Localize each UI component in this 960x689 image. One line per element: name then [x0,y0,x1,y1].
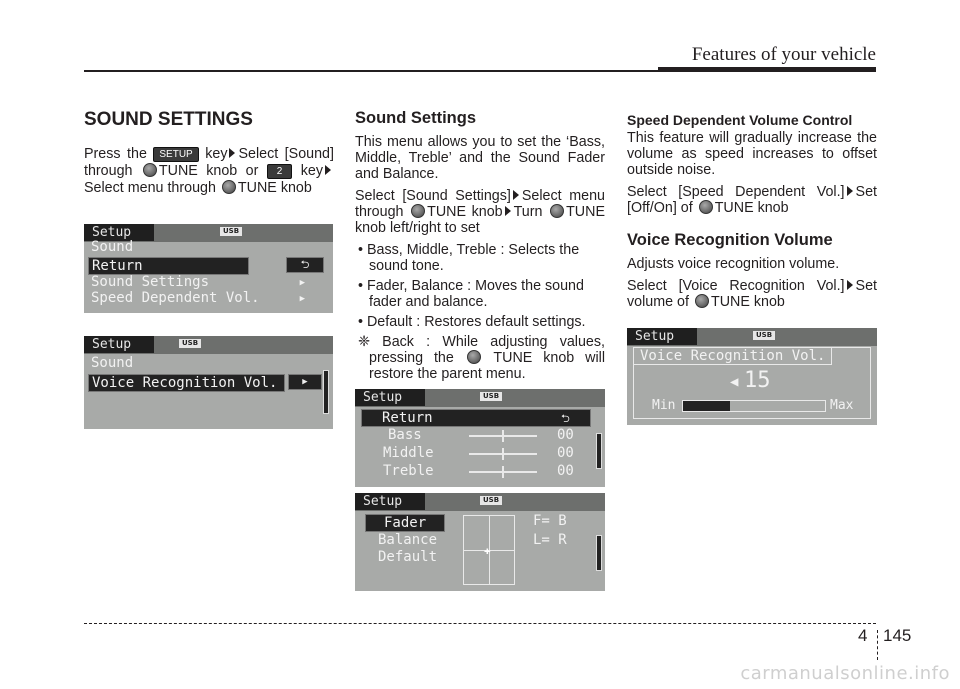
column-3 [627,110,877,316]
menu-item-return[interactable]: Return [88,257,249,275]
tune-knob-icon [699,200,713,214]
tune-knob-icon [467,350,481,364]
volume-title: Voice Recognition Vol. [634,348,832,365]
tune-knob-icon [550,204,564,218]
usb-badge: USB [179,339,201,348]
sub-heading: Speed Dependent Volume Control [627,112,853,128]
max-label: Max [830,398,854,413]
tone-row-middle[interactable] [355,445,605,462]
tune-knob-icon [695,294,709,308]
screen-tone-settings [355,389,605,487]
arrow-right-icon [505,206,511,216]
screen-fader-balance [355,493,605,591]
running-header: Features of your vehicle [691,44,876,65]
fader-balance-grid[interactable] [463,515,515,585]
volume-value: 15 [744,368,771,393]
tone-value: 00 [557,427,574,443]
arrow-right-icon [325,165,331,175]
column-2 [355,110,605,386]
return-icon: ⮌ [561,412,570,425]
tone-row-bass[interactable] [355,427,605,444]
fader-value: F= B [533,513,567,529]
bullet-item: • Bass, Middle, Treble : Selects the sound tone. [358,242,580,274]
tone-label: Bass [388,427,422,443]
menu-item-default[interactable]: Default [378,549,438,565]
paragraph: Adjusts voice recognition volume. [627,256,840,272]
usb-badge: USB [480,496,502,505]
paragraph: This feature will gradually increase the volume as speed increases to offset outside noise. [627,130,877,178]
speaker-icon: ◀ [730,374,739,390]
section-heading: Sound Settings [355,109,476,127]
setup-tab: Setup [355,389,425,406]
chevron-right-icon: ▶ [288,374,322,390]
section-heading: Voice Recognition Volume [627,231,833,249]
menu-item-sound-settings[interactable]: Sound Settings [91,274,210,290]
position-marker-icon: ✚ [484,544,491,557]
menu-item-balance[interactable]: Balance [378,532,438,548]
speed-vol-instructions: Select [Speed Dependent Vol.] Set [Off/On] of TUNE knob [627,184,877,216]
screen-sound-menu [84,224,333,313]
scrollbar[interactable] [596,433,602,469]
screen-sound-menu-voice [84,336,333,429]
volume-panel [633,347,871,419]
setup-tab: Setup [355,493,425,510]
min-label: Min [652,398,676,413]
tone-label: Middle [383,445,434,461]
menu-title: Sound [91,355,134,371]
watermark: carmanualsonline.info [740,663,950,684]
tone-slider[interactable] [469,435,537,437]
usb-badge: USB [753,331,775,340]
tone-slider[interactable] [469,471,537,473]
setup-tab: Setup [84,224,154,241]
setup-instructions: Press the SETUP key Select [Sound] through TUNE knob or 2 key Select menu through TUNE knob [84,146,334,196]
usb-badge: USB [480,392,502,401]
usb-badge: USB [220,227,242,236]
tone-slider[interactable] [469,453,537,455]
arrow-right-icon [847,280,853,290]
paragraph: This menu allows you to set the ‘Bass, Middle, Treble’ and the Sound Fader and Balance. [355,134,605,182]
setup-key-icon: SETUP [153,147,198,162]
bullet-item: • Fader, Balance : Moves the sound fader and balance. [358,278,584,310]
return-icon: ⮌ [286,257,324,273]
tune-knob-icon [222,180,236,194]
setup-tab: Setup [84,336,154,353]
voice-vol-instructions: Select [Voice Recognition Vol.] Set volume of TUNE knob [627,278,877,310]
tone-label: Treble [383,463,434,479]
tone-value: 00 [557,463,574,479]
scrollbar[interactable] [596,535,602,571]
header-rule-accent [658,67,876,72]
page-number: 145 [883,626,912,645]
chapter-number: 4 [858,626,868,645]
chevron-right-icon: ▶ [299,294,305,304]
menu-item-return[interactable]: Return [361,409,591,427]
menu-item-fader[interactable]: Fader [365,514,445,532]
menu-title: Sound [91,239,134,255]
tone-value: 00 [557,445,574,461]
arrow-right-icon [513,190,519,200]
menu-item-speed-dependent-vol[interactable]: Speed Dependent Vol. [91,290,260,306]
volume-bar[interactable] [682,400,826,412]
setup-tab: Setup [627,328,697,345]
note-item: ❈ Back : While adjusting values, pressing the TUNE knob will restore the parent menu. [358,334,605,382]
balance-value: L= R [533,532,567,548]
menu-item-voice-recognition-vol[interactable]: Voice Recognition Vol. [88,374,285,392]
screen-voice-recognition-vol [627,328,877,425]
bullet-item: • Default : Restores default settings. [358,314,586,330]
chevron-right-icon: ▶ [299,278,305,288]
sound-settings-instructions: Select [Sound Settings] Select menu through TUNE knob Turn TUNE knob left/right to set [355,188,605,236]
tone-row-treble[interactable] [355,463,605,480]
footer-rule [84,623,876,624]
arrow-right-icon [229,148,235,158]
section-heading: SOUND SETTINGS [84,109,253,130]
volume-bar-fill [683,401,730,411]
number-key-icon: 2 [267,164,293,179]
column-1 [84,110,334,203]
footer-divider [877,630,878,660]
scrollbar[interactable] [323,370,329,414]
arrow-right-icon [847,186,853,196]
tune-knob-icon [143,163,157,177]
tune-knob-icon [411,204,425,218]
